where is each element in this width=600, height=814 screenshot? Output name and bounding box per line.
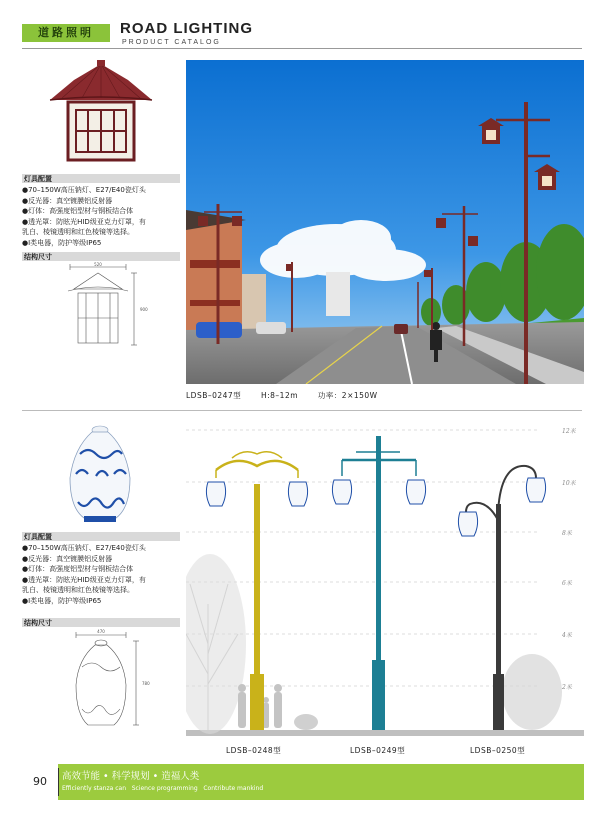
model-caption <box>186 390 378 401</box>
model-label-0250: LDSB–0250型 <box>470 746 526 755</box>
height-mark: 10米 <box>562 480 576 487</box>
section2-sidebar <box>22 418 180 741</box>
footer-slogan-en: Efficiently stanza can Science programming Contribute mankind <box>62 785 264 792</box>
structure-title: 结构尺寸 <box>22 252 180 261</box>
street-photo <box>186 60 584 384</box>
spec-item: ●透光罩：防眩光HID级亚克力灯罩，有 乳白、棱镜透明和红色棱镜等选择。 <box>22 217 146 236</box>
model-label-0249: LDSB–0249型 <box>350 746 406 755</box>
spec-item: ●灯体：高强度铝型材与钢板结合体 <box>22 207 134 215</box>
lantern-lamp-image <box>22 60 180 164</box>
model-name: LDSB–0247型 <box>186 391 242 400</box>
structure-title: 结构尺寸 <box>22 618 180 627</box>
section-divider <box>22 410 582 411</box>
section1-sidebar <box>22 60 180 363</box>
height-mark: 6米 <box>562 580 572 587</box>
dim-width: 470 <box>97 629 105 634</box>
config-title: 灯具配置 <box>22 532 180 541</box>
shrub-silhouette <box>502 654 562 730</box>
pole-lamp-0249 <box>332 436 425 730</box>
car <box>256 322 286 334</box>
height-mark: 8米 <box>562 530 572 537</box>
porcelain-lamp-image <box>22 418 180 528</box>
header-rule <box>22 48 582 49</box>
header-en-subtitle: PRODUCT CATALOG <box>122 39 221 46</box>
dim-height: 900 <box>140 307 148 312</box>
spec-item: ●反光器：真空镀膜铝反射器 <box>22 196 113 205</box>
footer-divider <box>58 768 59 796</box>
spec-item: ●反光器：真空镀膜铝反射器 <box>22 554 113 563</box>
spec-item: ●70–150W高压钠灯、E27/E40瓷灯头 <box>22 544 146 552</box>
header-en-title: ROAD LIGHTING <box>120 20 253 37</box>
dim-width: 520 <box>94 262 102 267</box>
car <box>394 324 408 334</box>
page-footer <box>22 764 584 800</box>
spec-item: ●I类电器，防护等级IP65 <box>22 596 102 605</box>
page-number: 90 <box>22 764 58 800</box>
spec-item: ●透光罩：防眩光HID级亚克力灯罩，有 乳白、棱镜透明和红色棱镜等选择。 <box>22 575 146 594</box>
model-height: H:8–12m <box>260 391 299 400</box>
spec-item: ●70–150W高压钠灯、E27/E40瓷灯头 <box>22 186 146 194</box>
config-title: 灯具配置 <box>22 174 180 183</box>
height-mark: 2米 <box>562 684 572 691</box>
model-label-0248: LDSB–0248型 <box>226 746 282 755</box>
spec-list <box>22 185 180 248</box>
dim-height: 780 <box>142 681 150 686</box>
spec-item: ●I类电器，防护等级IP65 <box>22 238 102 247</box>
header-cn-title: 道路照明 <box>22 24 110 42</box>
spec-item: ●灯体：高强度铝型材与钢板结合体 <box>22 565 134 573</box>
lantern-dimension-drawing <box>22 261 180 359</box>
pole-elevation-drawing <box>186 424 584 742</box>
model-power: 功率：2×150W <box>317 391 378 400</box>
porcelain-dimension-drawing <box>22 627 180 737</box>
page-header <box>22 14 582 48</box>
height-mark: 4米 <box>562 632 572 639</box>
height-mark: 12米 <box>562 428 576 435</box>
footer-slogan-cn: 高效节能 • 科学规划 • 造福人类 <box>62 771 200 782</box>
spec-list <box>22 543 180 606</box>
